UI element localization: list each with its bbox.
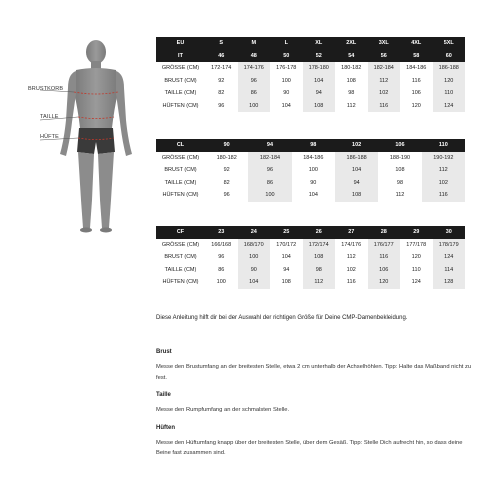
row-label: HÜFTEN (CM) (156, 189, 205, 202)
table-cell: 104 (335, 164, 378, 177)
header-cell: 23 (205, 226, 238, 239)
header-cell: 94 (248, 139, 291, 152)
body-measurement-figure (0, 30, 150, 240)
header-cell: 4XL (400, 37, 433, 50)
table-cell: 90 (238, 264, 271, 277)
header-cell: 24 (238, 226, 271, 239)
table-cell: 96 (218, 254, 225, 261)
table-cell: 178-180 (303, 62, 336, 75)
header-cell: 26 (303, 226, 336, 239)
table-cell: 100 (248, 189, 291, 202)
table-cell: 86 (238, 87, 271, 100)
table-cell: 90 (310, 179, 317, 186)
table-cell: 104 (308, 192, 318, 199)
table-row (156, 276, 465, 289)
table-row (156, 239, 465, 252)
table-cell: 104 (238, 276, 271, 289)
table-cell: 124 (411, 279, 421, 286)
table-cell: 190-192 (422, 152, 465, 165)
table-header-row (156, 50, 465, 63)
table-cell: 104 (303, 75, 336, 88)
header-cell: 29 (400, 226, 433, 239)
table-row (156, 75, 465, 88)
intro-text: Diese Anleitung hilft dir bei der Auswahl der richtigen Größe für Deine CMP-Damenbekleidung. (156, 315, 408, 321)
row-label: GRÖSSE (CM) (156, 152, 205, 165)
table-cell: 96 (238, 75, 271, 88)
table-cell: 116 (411, 77, 421, 84)
table-cell: 82 (218, 90, 225, 97)
chest-label: BRUSTKORB (28, 86, 64, 92)
table-row (156, 87, 465, 100)
table-cell: 124 (433, 100, 466, 113)
table-cell: 86 (248, 177, 291, 190)
table-row (156, 100, 465, 113)
table-cell: 104 (281, 254, 291, 261)
table-cell: 96 (223, 192, 230, 199)
header-cell: CL (156, 139, 205, 152)
table-cell: 120 (433, 75, 466, 88)
table-cell: 90 (283, 90, 290, 97)
header-cell: 46 (205, 50, 238, 63)
row-label: GRÖSSE (CM) (156, 239, 205, 252)
table-cell: 170/172 (276, 241, 297, 248)
header-cell: 2XL (335, 37, 368, 50)
table-cell: 92 (223, 167, 230, 174)
row-label: TAILLE (CM) (156, 87, 205, 100)
header-cell: 27 (335, 226, 368, 239)
header-cell: 30 (433, 226, 466, 239)
table-cell: 186-188 (433, 62, 466, 75)
table-row (156, 152, 465, 165)
header-cell: 56 (368, 50, 401, 63)
header-cell: 28 (368, 226, 401, 239)
header-cell: 98 (292, 139, 335, 152)
table-cell: 116 (368, 100, 401, 113)
table-row (156, 264, 465, 277)
table-cell: 114 (433, 264, 466, 277)
table-cell: 124 (433, 251, 466, 264)
table-cell: 174-176 (238, 62, 271, 75)
table-cell: 112 (395, 192, 405, 199)
table-cell: 98 (348, 90, 355, 97)
table-cell: 120 (411, 254, 421, 261)
table-cell: 100 (238, 100, 271, 113)
table-cell: 116 (368, 251, 401, 264)
header-cell: 50 (270, 50, 303, 63)
header-cell: S (205, 37, 238, 50)
section-heading-chest: Brust (156, 349, 172, 355)
table-cell: 108 (303, 100, 336, 113)
row-label: TAILLE (CM) (156, 177, 205, 190)
header-cell: 25 (270, 226, 303, 239)
table-cell: 184-186 (406, 65, 427, 72)
table-cell: 102 (346, 266, 356, 273)
row-label: HÜFTEN (CM) (156, 100, 205, 113)
table-cell: 112 (422, 164, 465, 177)
table-cell: 94 (335, 177, 378, 190)
size-table-eu-it (156, 37, 465, 112)
header-cell: 90 (205, 139, 248, 152)
table-cell: 102 (368, 87, 401, 100)
row-label: BRUST (CM) (156, 164, 205, 177)
table-cell: 112 (346, 254, 356, 261)
table-cell: 116 (346, 279, 356, 286)
table-cell: 174/176 (341, 241, 362, 248)
table-cell: 176/177 (368, 239, 401, 252)
row-label: TAILLE (CM) (156, 264, 205, 277)
table-cell: 112 (346, 102, 356, 109)
measurement-guide (156, 314, 476, 459)
table-cell: 180-182 (341, 65, 362, 72)
row-label: BRUST (CM) (156, 75, 205, 88)
header-cell: 102 (335, 139, 378, 152)
table-cell: 120 (411, 102, 421, 109)
table-cell: 82 (223, 179, 230, 186)
table-cell: 108 (303, 251, 336, 264)
table-cell: 102 (422, 177, 465, 190)
header-cell: 58 (400, 50, 433, 63)
table-cell: 100 (216, 279, 226, 286)
table-cell: 100 (238, 251, 271, 264)
table-cell: 112 (303, 276, 336, 289)
table-cell: 108 (281, 279, 291, 286)
header-cell: 110 (422, 139, 465, 152)
header-cell: 60 (433, 50, 466, 63)
table-cell: 178/179 (433, 239, 466, 252)
table-cell: 110 (411, 266, 421, 273)
row-label: BRUST (CM) (156, 251, 205, 264)
table-cell: 98 (303, 264, 336, 277)
table-cell: 96 (248, 164, 291, 177)
table-cell: 100 (281, 77, 291, 84)
table-cell: 100 (308, 167, 318, 174)
table-cell: 106 (368, 264, 401, 277)
table-cell: 108 (346, 77, 356, 84)
table-cell: 98 (396, 179, 404, 186)
table-cell: 184-186 (303, 154, 324, 161)
table-row (156, 164, 465, 177)
table-header-row (156, 226, 465, 239)
row-label: HÜFTEN (CM) (156, 276, 205, 289)
table-header-row (156, 139, 465, 152)
table-cell: 106 (411, 90, 421, 97)
table-cell: 120 (368, 276, 401, 289)
header-cell: XL (303, 37, 336, 50)
header-cell: 54 (335, 50, 368, 63)
table-cell: 180-182 (216, 154, 237, 161)
header-cell: CF (156, 226, 205, 239)
table-row (156, 189, 465, 202)
table-cell: 177/178 (406, 241, 427, 248)
waist-label: TAILLE (40, 114, 59, 120)
table-row (156, 251, 465, 264)
header-cell: EU (156, 37, 205, 50)
table-cell: 94 (283, 266, 290, 273)
table-cell: 128 (433, 276, 466, 289)
hips-label: HÜFTE (40, 134, 59, 140)
section-heading-hips: Hüften (156, 424, 175, 431)
table-cell: 108 (335, 189, 378, 202)
table-cell: 112 (368, 75, 401, 88)
section-body-waist: Messe den Rumpfumfang an der schmalsten Stelle. (156, 407, 290, 413)
section-body-hips: Messe den Hüftumfang knapp über der breitesten Stelle, über dem Gesäß. Tipp: Stelle Dich aufrecht hin, so dass deine Beine fast zusammen sind. (156, 439, 463, 456)
header-cell: 106 (378, 139, 421, 152)
table-cell: 182-184 (248, 152, 291, 165)
table-cell: 172-174 (211, 65, 232, 72)
table-header-row (156, 37, 465, 50)
table-cell: 94 (303, 87, 336, 100)
table-cell: 188-190 (389, 154, 411, 161)
table-cell: 104 (281, 102, 291, 109)
table-cell: 176-178 (276, 65, 297, 72)
header-cell: M (238, 37, 271, 50)
size-table-cf (156, 226, 465, 289)
table-cell: 116 (422, 189, 465, 202)
table-row (156, 177, 465, 190)
header-cell: 52 (303, 50, 336, 63)
section-body-chest: Messe den Brustumfang an der breitesten Stelle, etwa 2 cm unterhalb der Achselhöhlen. Tipp: Halte das Maßband nicht zu fest. (156, 364, 472, 381)
table-cell: 96 (218, 102, 225, 109)
table-cell: 182-184 (368, 62, 401, 75)
table-cell: 86 (218, 266, 225, 273)
table-cell: 186-188 (335, 152, 378, 165)
section-heading-waist: Taille (156, 392, 171, 398)
header-cell: 5XL (433, 37, 466, 50)
header-cell: IT (156, 50, 205, 63)
table-cell: 172/174 (303, 239, 336, 252)
header-cell: L (270, 37, 303, 50)
table-cell: 166/168 (211, 241, 232, 248)
male-silhouette-icon (0, 30, 150, 240)
header-cell: 48 (238, 50, 271, 63)
table-cell: 110 (433, 87, 466, 100)
table-cell: 108 (395, 167, 405, 174)
table-cell: 92 (218, 77, 225, 84)
row-label: GRÖSSE (CM) (156, 62, 205, 75)
table-cell: 168/170 (238, 239, 271, 252)
size-table-cl (156, 139, 465, 202)
table-row (156, 62, 465, 75)
header-cell: 3XL (368, 37, 401, 50)
